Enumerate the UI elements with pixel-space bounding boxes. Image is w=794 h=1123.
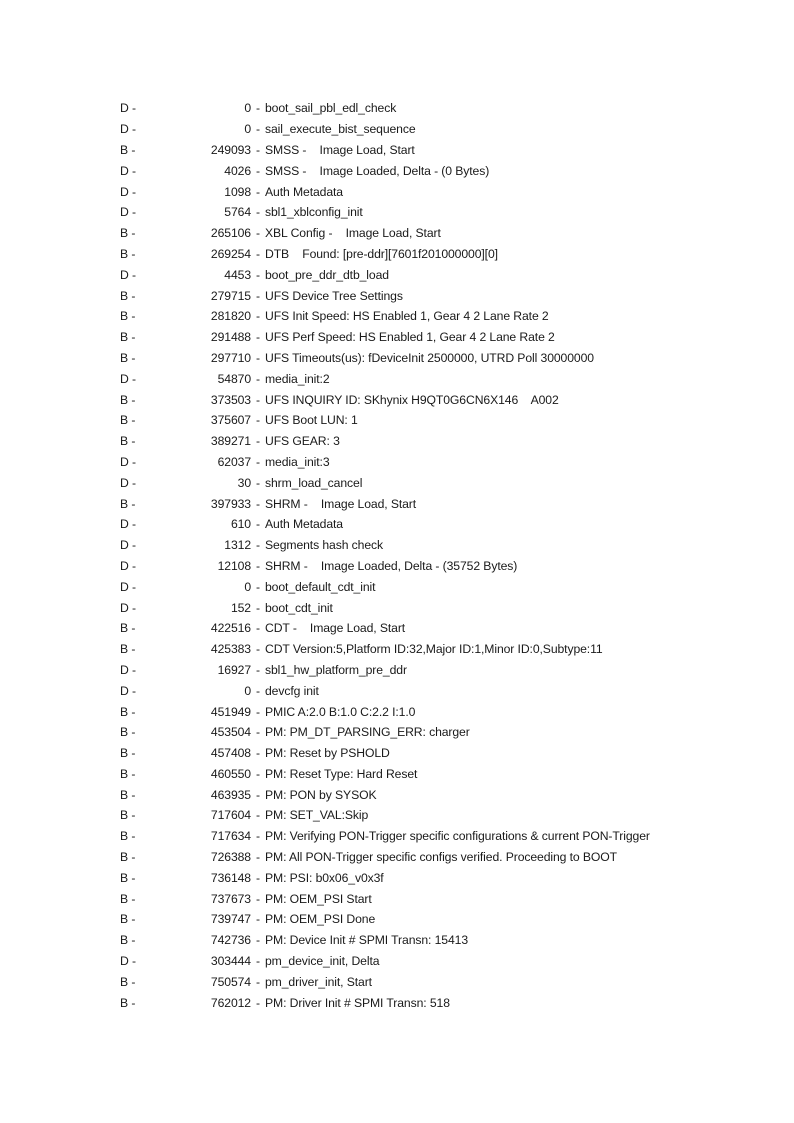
log-row — [120, 556, 760, 577]
log-row — [120, 701, 760, 722]
log-message: SMSS - Image Loaded, Delta - (0 Bytes) — [265, 163, 490, 178]
log-timestamp: 0 — [244, 122, 251, 137]
log-message: XBL Config - Image Load, Start — [265, 226, 441, 241]
log-timestamp: 451949 — [210, 704, 251, 719]
log-row — [120, 660, 760, 681]
log-message: Auth Metadata — [265, 184, 343, 199]
log-timestamp: 269254 — [210, 246, 251, 261]
log-separator: - — [252, 995, 264, 1010]
log-level: B - — [120, 974, 136, 989]
log-message: PM: SET_VAL:Skip — [265, 808, 369, 823]
log-timestamp: 303444 — [210, 954, 251, 969]
log-timestamp: 463935 — [210, 787, 251, 802]
log-message: boot_pre_ddr_dtb_load — [265, 267, 389, 282]
log-timestamp: 750574 — [210, 974, 251, 989]
log-row — [120, 223, 760, 244]
log-message: media_init:2 — [265, 371, 330, 386]
log-level: B - — [120, 766, 136, 781]
log-level: B - — [120, 870, 136, 885]
log-timestamp: 4026 — [224, 163, 251, 178]
log-timestamp: 737673 — [210, 891, 251, 906]
log-separator: - — [252, 267, 264, 282]
log-row — [120, 909, 760, 930]
log-row — [120, 535, 760, 556]
log-separator: - — [252, 662, 264, 677]
log-message: PM: Device Init # SPMI Transn: 15413 — [265, 933, 469, 948]
log-separator: - — [252, 891, 264, 906]
log-message: boot_default_cdt_init — [265, 579, 376, 594]
log-message: UFS Perf Speed: HS Enabled 1, Gear 4 2 Lane Rate 2 — [265, 330, 555, 345]
log-message: PM: PON by SYSOK — [265, 787, 377, 802]
log-timestamp: 762012 — [210, 995, 251, 1010]
log-message: sbl1_hw_platform_pre_ddr — [265, 662, 407, 677]
log-separator: - — [252, 226, 264, 241]
log-level: D - — [120, 683, 136, 698]
log-level: B - — [120, 330, 136, 345]
log-separator: - — [252, 725, 264, 740]
log-level: B - — [120, 850, 136, 865]
log-level: D - — [120, 267, 136, 282]
log-row — [120, 722, 760, 743]
log-timestamp: 4453 — [224, 267, 251, 282]
log-timestamp: 281820 — [210, 309, 251, 324]
log-separator: - — [252, 413, 264, 428]
log-level: D - — [120, 475, 136, 490]
log-timestamp: 739747 — [210, 912, 251, 927]
log-separator: - — [252, 683, 264, 698]
log-timestamp: 742736 — [210, 933, 251, 948]
log-timestamp: 1312 — [224, 538, 251, 553]
log-separator: - — [252, 538, 264, 553]
log-level: B - — [120, 226, 136, 241]
log-row — [120, 472, 760, 493]
log-message: SHRM - Image Loaded, Delta - (35752 Bytes) — [265, 558, 518, 573]
log-row — [120, 847, 760, 868]
log-message: SHRM - Image Load, Start — [265, 496, 417, 511]
log-row — [120, 826, 760, 847]
log-timestamp: 460550 — [210, 766, 251, 781]
log-timestamp: 5764 — [224, 205, 251, 220]
log-level: D - — [120, 184, 136, 199]
log-timestamp: 717604 — [210, 808, 251, 823]
log-message: PM: Reset by PSHOLD — [265, 746, 390, 761]
log-level: B - — [120, 808, 136, 823]
log-message: CDT - Image Load, Start — [265, 621, 406, 636]
log-row — [120, 306, 760, 327]
log-level: D - — [120, 163, 136, 178]
log-separator: - — [252, 288, 264, 303]
log-message: PM: OEM_PSI Start — [265, 891, 372, 906]
log-row — [120, 410, 760, 431]
log-separator: - — [252, 184, 264, 199]
log-level: B - — [120, 392, 136, 407]
log-row — [120, 743, 760, 764]
log-row — [120, 930, 760, 951]
log-level: D - — [120, 205, 136, 220]
log-message: sbl1_xblconfig_init — [265, 205, 363, 220]
log-row — [120, 431, 760, 452]
log-timestamp: 62037 — [217, 454, 251, 469]
log-separator: - — [252, 642, 264, 657]
log-level: D - — [120, 517, 136, 532]
log-timestamp: 726388 — [210, 850, 251, 865]
log-message: pm_driver_init, Start — [265, 974, 372, 989]
log-timestamp: 389271 — [210, 434, 251, 449]
log-message: PM: Driver Init # SPMI Transn: 518 — [265, 995, 450, 1010]
log-message: UFS INQUIRY ID: SKhynix H9QT0G6CN6X146 A002 — [265, 392, 559, 407]
log-row — [120, 992, 760, 1013]
log-row — [120, 181, 760, 202]
log-timestamp: 610 — [230, 517, 251, 532]
log-separator: - — [252, 870, 264, 885]
log-separator: - — [252, 309, 264, 324]
log-message: sail_execute_bist_sequence — [265, 122, 416, 137]
log-level: B - — [120, 912, 136, 927]
log-level: D - — [120, 454, 136, 469]
log-separator: - — [252, 122, 264, 137]
log-separator: - — [252, 746, 264, 761]
log-level: D - — [120, 371, 136, 386]
log-level: D - — [120, 101, 136, 116]
log-row — [120, 493, 760, 514]
log-level: B - — [120, 142, 136, 157]
log-timestamp: 422516 — [210, 621, 251, 636]
log-separator: - — [252, 163, 264, 178]
log-message: boot_cdt_init — [265, 600, 333, 615]
log-level: B - — [120, 746, 136, 761]
log-separator: - — [252, 766, 264, 781]
log-level: B - — [120, 246, 136, 261]
log-separator: - — [252, 579, 264, 594]
log-row — [120, 285, 760, 306]
log-message: PM: OEM_PSI Done — [265, 912, 376, 927]
log-message: UFS Boot LUN: 1 — [265, 413, 358, 428]
log-separator: - — [252, 704, 264, 719]
log-separator: - — [252, 850, 264, 865]
log-message: shrm_load_cancel — [265, 475, 363, 490]
log-row — [120, 98, 760, 119]
log-separator: - — [252, 829, 264, 844]
log-message: Segments hash check — [265, 538, 384, 553]
log-timestamp: 736148 — [210, 870, 251, 885]
log-separator: - — [252, 787, 264, 802]
log-row — [120, 452, 760, 473]
log-separator: - — [252, 205, 264, 220]
log-timestamp: 717634 — [210, 829, 251, 844]
log-row — [120, 327, 760, 348]
log-separator: - — [252, 246, 264, 261]
log-level: B - — [120, 413, 136, 428]
log-timestamp: 12108 — [217, 558, 251, 573]
log-level: D - — [120, 662, 136, 677]
log-row — [120, 951, 760, 972]
log-timestamp: 375607 — [210, 413, 251, 428]
log-separator: - — [252, 600, 264, 615]
log-row — [120, 971, 760, 992]
log-message: SMSS - Image Load, Start — [265, 142, 415, 157]
log-level: D - — [120, 954, 136, 969]
log-separator: - — [252, 974, 264, 989]
log-timestamp: 30 — [237, 475, 251, 490]
log-level: B - — [120, 496, 136, 511]
log-timestamp: 457408 — [210, 746, 251, 761]
log-row — [120, 888, 760, 909]
log-separator: - — [252, 517, 264, 532]
log-row — [120, 680, 760, 701]
log-message: PM: Verifying PON-Trigger specific configurations & current PON-Trigger — [265, 829, 650, 844]
log-timestamp: 0 — [244, 579, 251, 594]
log-separator: - — [252, 933, 264, 948]
log-separator: - — [252, 454, 264, 469]
log-row — [120, 389, 760, 410]
log-row — [120, 805, 760, 826]
log-message: boot_sail_pbl_edl_check — [265, 101, 397, 116]
log-level: D - — [120, 538, 136, 553]
log-row — [120, 348, 760, 369]
log-timestamp: 279715 — [210, 288, 251, 303]
log-separator: - — [252, 392, 264, 407]
log-timestamp: 0 — [244, 683, 251, 698]
log-level: B - — [120, 933, 136, 948]
log-row — [120, 514, 760, 535]
log-message: UFS GEAR: 3 — [265, 434, 340, 449]
log-row — [120, 764, 760, 785]
log-level: B - — [120, 288, 136, 303]
log-level: B - — [120, 621, 136, 636]
log-separator: - — [252, 434, 264, 449]
log-separator: - — [252, 350, 264, 365]
log-row — [120, 368, 760, 389]
log-message: CDT Version:5,Platform ID:32,Major ID:1,Minor ID:0,Subtype:11 — [265, 642, 603, 657]
log-level: D - — [120, 579, 136, 594]
log-separator: - — [252, 475, 264, 490]
log-level: B - — [120, 725, 136, 740]
log-message: PM: All PON-Trigger specific configs verified. Proceeding to BOOT — [265, 850, 618, 865]
log-timestamp: 373503 — [210, 392, 251, 407]
log-level: B - — [120, 891, 136, 906]
log-level: D - — [120, 600, 136, 615]
log-separator: - — [252, 330, 264, 345]
log-timestamp: 0 — [244, 101, 251, 116]
log-separator: - — [252, 808, 264, 823]
log-timestamp: 453504 — [210, 725, 251, 740]
log-message: PM: PSI: b0x06_v0x3f — [265, 870, 384, 885]
log-row — [120, 264, 760, 285]
log-message: PM: Reset Type: Hard Reset — [265, 766, 418, 781]
log-separator: - — [252, 371, 264, 386]
log-message: devcfg init — [265, 683, 319, 698]
log-separator: - — [252, 954, 264, 969]
boot-log — [120, 98, 760, 1013]
log-message: DTB Found: [pre-ddr][7601f201000000][0] — [265, 246, 498, 261]
log-row — [120, 140, 760, 161]
log-level: D - — [120, 558, 136, 573]
log-timestamp: 1098 — [224, 184, 251, 199]
log-message: UFS Timeouts(us): fDeviceInit 2500000, UTRD Poll 30000000 — [265, 350, 594, 365]
log-timestamp: 265106 — [210, 226, 251, 241]
log-row — [120, 784, 760, 805]
log-message: PMIC A:2.0 B:1.0 C:2.2 I:1.0 — [265, 704, 416, 719]
log-row — [120, 119, 760, 140]
log-row — [120, 618, 760, 639]
log-timestamp: 249093 — [210, 142, 251, 157]
log-timestamp: 297710 — [210, 350, 251, 365]
log-separator: - — [252, 496, 264, 511]
log-timestamp: 54870 — [217, 371, 251, 386]
log-level: D - — [120, 122, 136, 137]
log-message: UFS Device Tree Settings — [265, 288, 403, 303]
log-timestamp: 397933 — [210, 496, 251, 511]
log-row — [120, 597, 760, 618]
log-separator: - — [252, 558, 264, 573]
log-timestamp: 16927 — [217, 662, 251, 677]
log-row — [120, 244, 760, 265]
log-message: PM: PM_DT_PARSING_ERR: charger — [265, 725, 470, 740]
log-separator: - — [252, 912, 264, 927]
log-row — [120, 202, 760, 223]
log-row — [120, 160, 760, 181]
log-level: B - — [120, 309, 136, 324]
log-message: UFS Init Speed: HS Enabled 1, Gear 4 2 Lane Rate 2 — [265, 309, 549, 324]
log-row — [120, 576, 760, 597]
log-separator: - — [252, 621, 264, 636]
log-level: B - — [120, 704, 136, 719]
log-message: Auth Metadata — [265, 517, 343, 532]
log-level: B - — [120, 642, 136, 657]
log-level: B - — [120, 350, 136, 365]
log-level: B - — [120, 434, 136, 449]
log-message: pm_device_init, Delta — [265, 954, 380, 969]
log-row — [120, 867, 760, 888]
log-message: media_init:3 — [265, 454, 330, 469]
log-separator: - — [252, 101, 264, 116]
log-timestamp: 291488 — [210, 330, 251, 345]
log-row — [120, 639, 760, 660]
log-timestamp: 152 — [230, 600, 251, 615]
log-level: B - — [120, 995, 136, 1010]
log-level: B - — [120, 829, 136, 844]
log-level: B - — [120, 787, 136, 802]
log-separator: - — [252, 142, 264, 157]
log-timestamp: 425383 — [210, 642, 251, 657]
